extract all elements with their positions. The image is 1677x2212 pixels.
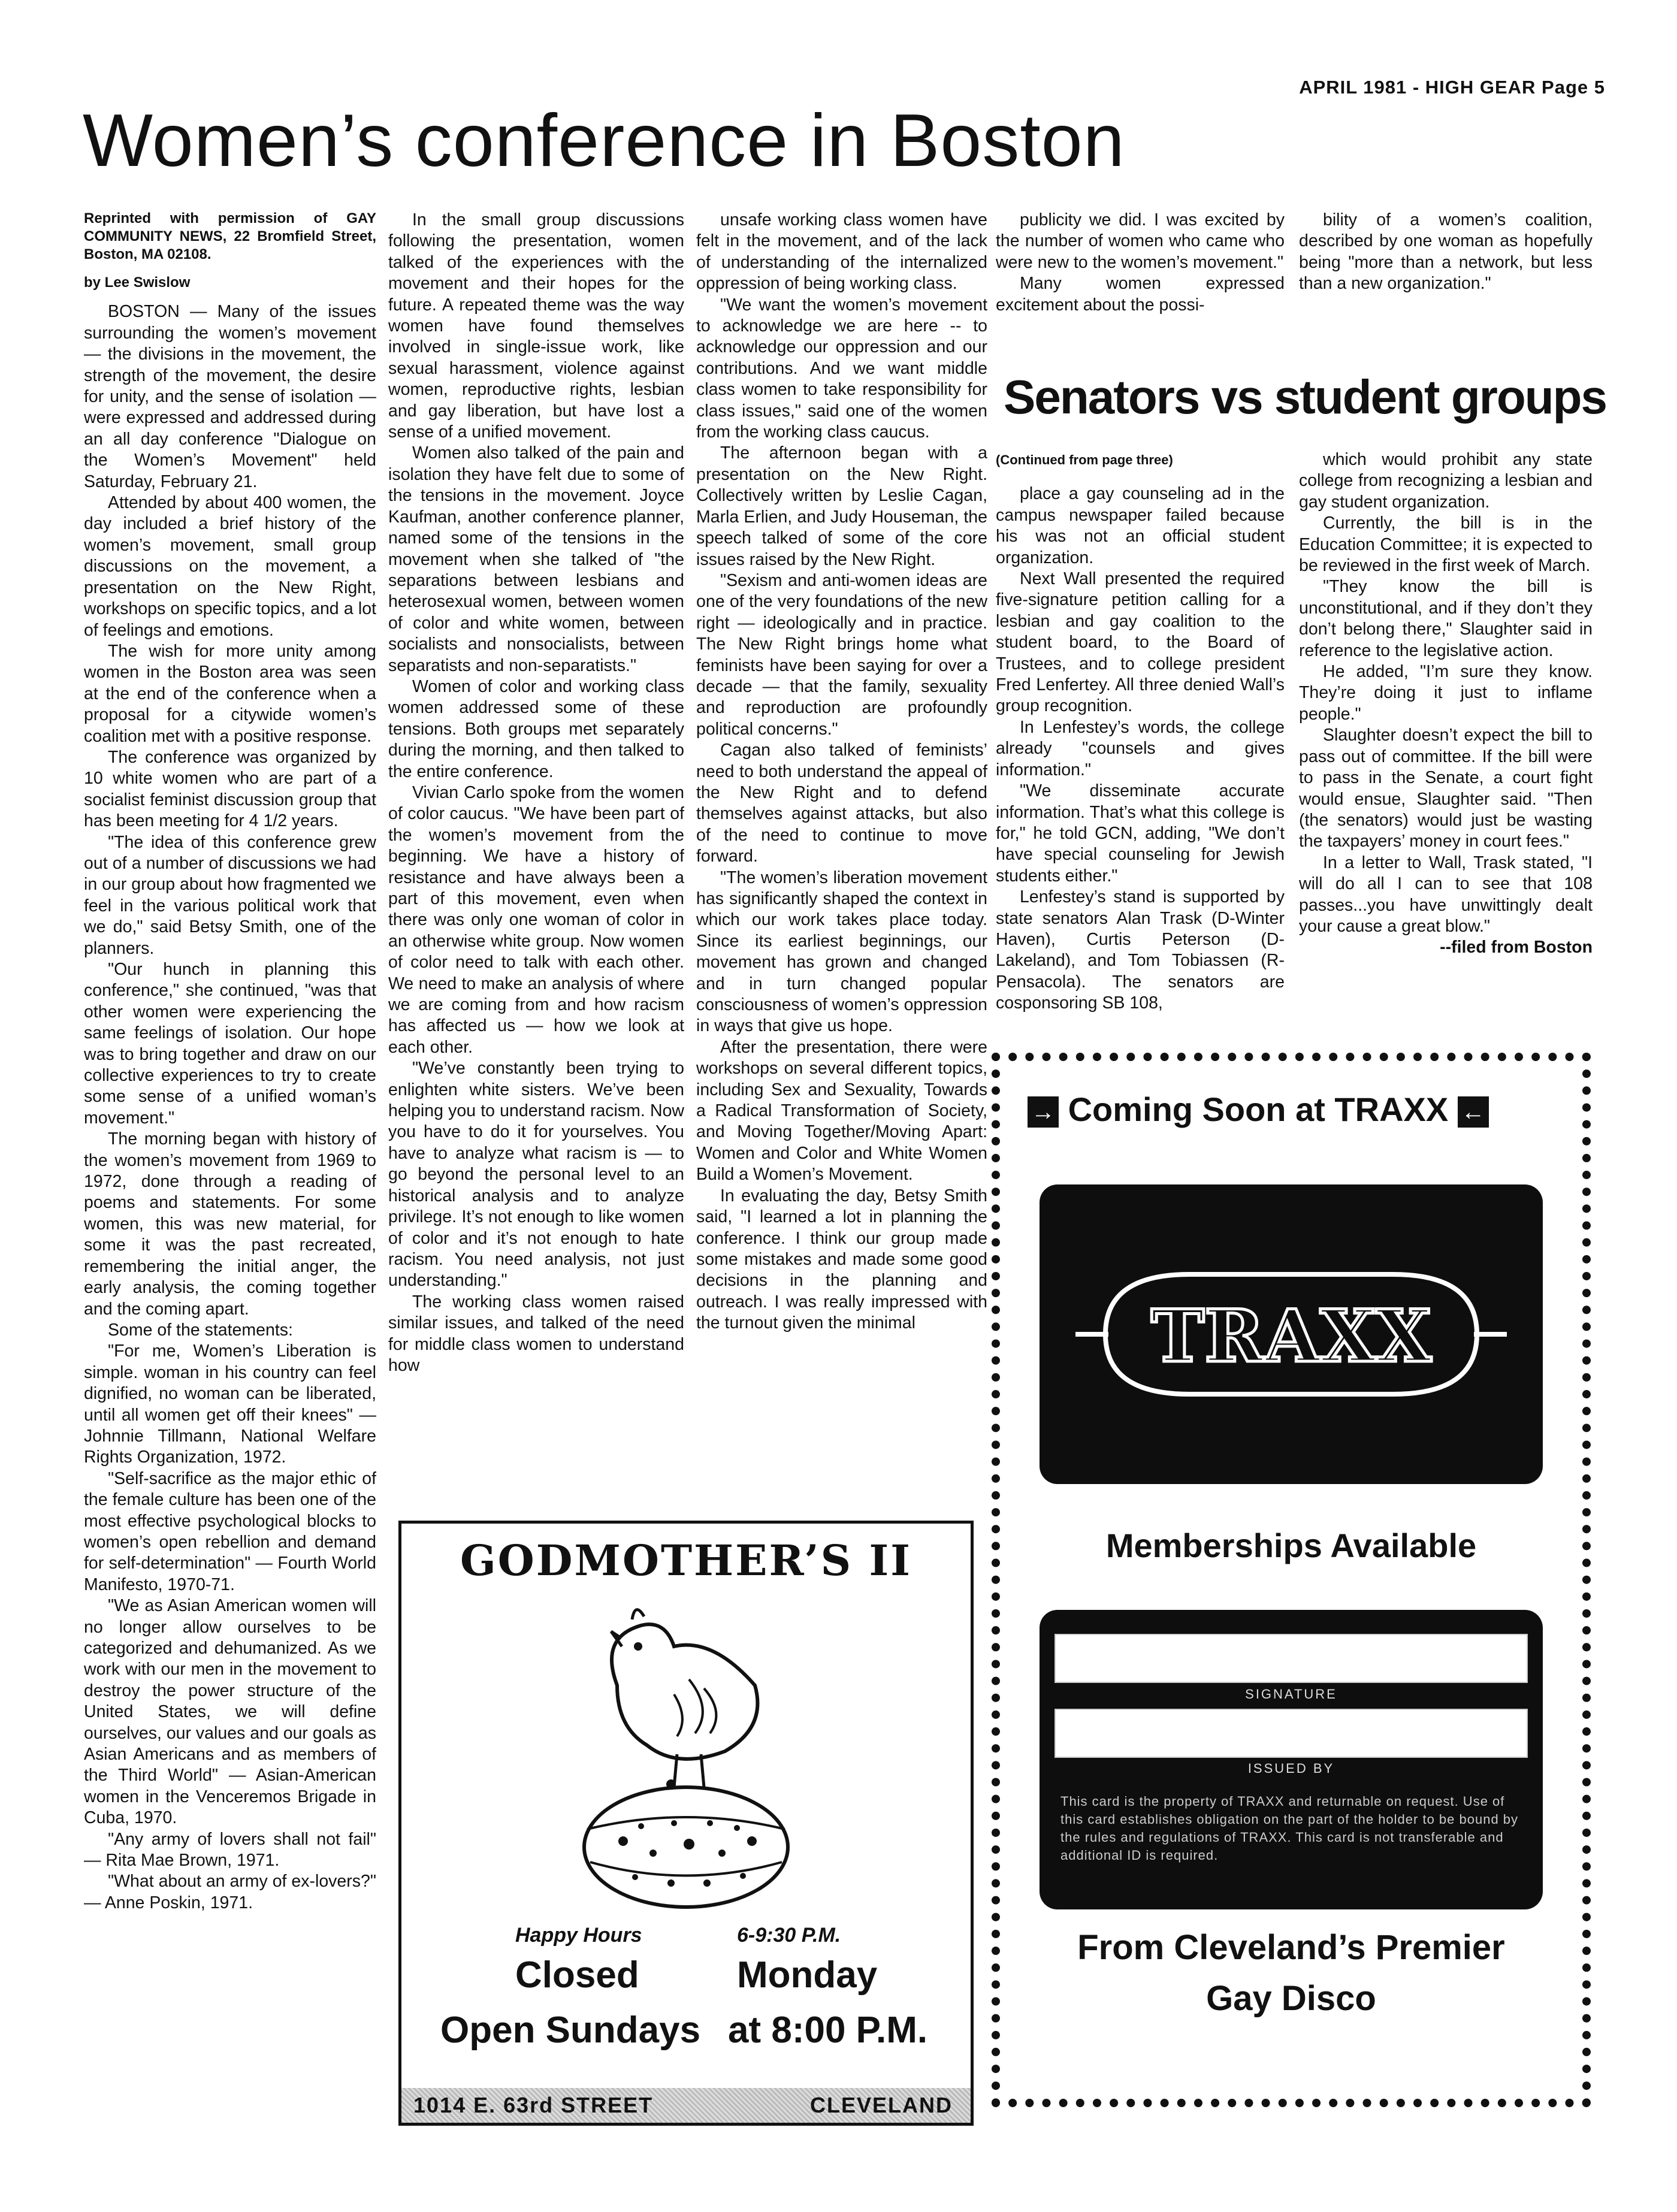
paragraph: publicity we did. I was excited by the number of women who came who were new to the women’s movement." — [996, 210, 1285, 272]
signature-field — [1054, 1634, 1528, 1683]
paragraph: Women of color and working class women addressed some of these tensions. Both groups met separately during the morning, and then talked to the entire conference. — [388, 676, 684, 781]
city-label: CLEVELAND — [809, 2093, 953, 2117]
article-column-2 — [388, 210, 684, 1504]
monday-label: Monday — [737, 1954, 878, 1996]
paragraph: Lenfestey’s stand is supported by state senators Alan Trask (D-Winter Haven), Curtis Peterson (D-Lakeland), and Tom Tobiassen (R-Pensacola). The senators are cosponsoring SB 108, — [996, 887, 1285, 1013]
happy-hours-time: 6-9:30 P.M. — [737, 1924, 841, 1947]
paragraph: The conference was organized by 10 white women who are part of a socialist feminist discussion group that has been meeting for 4 1/2 years. — [84, 747, 376, 831]
senators-headline: Senators vs student groups — [1004, 370, 1606, 424]
paragraph: BOSTON — Many of the issues surrounding the women’s movement — the divisions in the movement, the strength of the movement, the desire for unity, and the sense of isolation — were expressed and addressed during an all day conference "Dialogue on the Women’s Movement" held Saturday, February 21. — [84, 302, 376, 491]
paragraph: "The women’s liberation movement has significantly shaped the context in which our work takes place today. Since its earliest beginnings, our movement has grown and changed and in turn changed popular consciousness of women’s oppression in ways that give us hope. — [696, 868, 987, 1036]
paragraph: In Lenfestey’s words, the college already "counsels and gives information." — [996, 717, 1285, 779]
paragraph: The working class women raised similar issues, and talked of the need for middle class women to understand how — [388, 1292, 684, 1375]
memberships-text: Memberships Available — [1105, 1527, 1477, 1564]
senators-column-2 — [1299, 449, 1593, 1048]
arrow-right-icon: → — [1028, 1096, 1059, 1128]
paragraph: "Any army of lovers shall not fail" — Rita Mae Brown, 1971. — [84, 1829, 376, 1870]
arrow-left-icon: ← — [1458, 1096, 1489, 1128]
article-column-1 — [84, 210, 376, 2163]
paragraph: The wish for more unity among women in the Boston area was seen at the end of the conference when a proposal for a citywide women’s coalition met with a positive response. — [84, 641, 376, 746]
paragraph: "They know the bill is unconstitutional, and if they don’t they don’t belong there," Slaughter said in reference to the legislative action. — [1299, 577, 1593, 660]
traxx-logo — [1040, 1184, 1543, 1484]
paragraph: After the presentation, there were workshops on several different topics, including Sex and Sexuality, Towards a Radical Transformation of Society, and Moving Together/Moving Apart: Women and Color and White Women Build a Women’s Movement. — [696, 1037, 987, 1184]
paragraph: The afternoon began with a presentation on the New Right. Collectively written by Leslie Cagan, Marla Erlien, and Judy Houseman, the speech talked of some of the core issues raised by the New Right. — [696, 443, 987, 569]
paragraph: He added, "I’m sure they know. They’re doing it just to inflame people." — [1299, 662, 1593, 724]
gay-disco-text: Gay Disco — [1206, 1979, 1376, 2018]
happy-hours-label: Happy Hours — [515, 1924, 642, 1947]
article-column-5 — [1299, 210, 1593, 324]
paragraph: Some of the statements: — [108, 1320, 293, 1340]
paragraph: Vivian Carlo spoke from the women of color caucus. "We have been part of the women’s movement from the beginning. We have a history of resistance and have always been a part of this movement, even when there was only one woman of color in an otherwise white group. Now women of color need to talk with each other. We need to make an analysis of where we are coming from and how racism has affected us — how we look at each other. — [388, 782, 684, 1057]
paragraph: "We disseminate accurate information. That’s what this college is for," he told GCN, adding, "We don’t have special counseling for Jewish students either." — [996, 781, 1285, 886]
continued-note: (Continued from page three) — [996, 452, 1173, 467]
paragraph: In evaluating the day, Betsy Smith said, "I learned a lot in planning the conference. I think our group made some mistakes and made some good decisions in the planning and outreach. I was really impressed with the turnout given the minimal — [696, 1186, 987, 1333]
traxx-ad — [992, 1053, 1591, 2107]
article-column-3 — [696, 210, 987, 1504]
paragraph: "We want the women’s movement to acknowledge we are here -- to acknowledge our oppression and our contributions. And we want middle class women to take responsibility for class issues," said one of the women from the working class caucus. — [696, 295, 987, 442]
open-time-label: at 8:00 P.M. — [728, 2009, 928, 2051]
issued-by-label: ISSUED BY — [1247, 1761, 1335, 1776]
address-bar — [401, 2088, 971, 2123]
premier-text: From Cleveland’s Premier — [1077, 1928, 1505, 1967]
coming-soon-line — [1028, 1090, 1555, 1129]
article-title: Women’s conference in Boston — [83, 99, 1125, 182]
paragraph: "What about an army of ex-lovers?" — Anne Poskin, 1971. — [84, 1872, 376, 1912]
godmothers-title: GODMOTHER’S II — [460, 1536, 912, 1585]
paragraph: Currently, the bill is in the Education Committee; it is expected to be reviewed in the first week of March. — [1299, 513, 1593, 576]
issued-by-field — [1054, 1709, 1528, 1758]
paragraph: Women also talked of the pain and isolation they have felt due to some of the tensions in the movement. Joyce Kaufman, another conference planner, named some of the tensions in the movement when she talked of "the separations between lesbians and heterosexual women, between women of color and white women, between socialists and nonsocialists, between separatists and non-separatists." — [388, 443, 684, 675]
paragraph: bility of a women’s coalition, described by one woman as hopefully being "more than a network, but less than a new organization." — [1299, 210, 1593, 294]
byline: by Lee Swislow — [84, 274, 191, 291]
closed-label: Closed — [515, 1954, 639, 1996]
open-sundays-label: Open Sundays — [440, 2009, 701, 2051]
street-address: 1014 E. 63rd STREET — [413, 2093, 654, 2117]
membership-card-front — [1040, 1184, 1543, 1484]
paragraph: "The idea of this conference grew out of a number of discussions we had in our group about how fragmented we feel in the various political work that we do," said Betsy Smith, one of the planners. — [84, 832, 376, 958]
godmothers-ad — [398, 1521, 974, 2126]
paragraph: which would prohibit any state college from recognizing a lesbian and gay student organization. — [1299, 450, 1593, 512]
reprint-credit: Reprinted with permission of GAY COMMUNITY NEWS, 22 Bromfield Street, Boston, MA 02108. — [84, 210, 376, 262]
paragraph: Attended by about 400 women, the day included a brief history of the women’s movement, small group discussions on the movement, a presentation on the New Right, workshops on specific topics, and a lot of feelings and emotions. — [84, 493, 376, 640]
signature-label: SIGNATURE — [1245, 1687, 1337, 1702]
membership-card-back — [1040, 1610, 1543, 1909]
paragraph: The morning began with history of the women’s movement from 1969 to 1972, done through a reading of poems and statements. For some women, this was new material, for some it was the past recreated, remembering the initial anger, the early analysis, the coming together and the coming apart. — [84, 1129, 376, 1319]
paragraph: Next Wall presented the required five-signature petition calling for a lesbian and gay coalition to the student board, to the Board of Trustees, and to college president Fred Lenfertey. All three denied Wall’s group recognition. — [996, 569, 1285, 716]
paragraph: "We’ve constantly been trying to enlighten white sisters. We’ve been helping you to understand racism. Now you have to do it for yourselves. You have to analyze what racism is — to go beyond the personal level to an historical analysis and to analyze privilege. It’s not enough to like women of color and it’s not enough to hate racism. You need analysis, not just understanding." — [388, 1059, 684, 1291]
coming-soon-text: Coming Soon at TRAXX — [1068, 1090, 1449, 1128]
paragraph: "Self-sacrifice as the major ethic of the female culture has been one of the most effective psychological blocks to women’s open rebellion and demand for self-determination" — Fourth World Manifesto, 1970-71. — [84, 1468, 376, 1594]
paragraph: "For me, Women’s Liberation is simple. woman in his country can feel dignified, no woman can be liberated, until all women get off their knees" — Johnnie Tillmann, National Welfare Rights Organization, 1972. — [84, 1341, 376, 1467]
dateline-filed: --filed from Boston — [1440, 938, 1593, 957]
logo-text: TRAXX — [1150, 1294, 1432, 1379]
senators-column-1 — [996, 449, 1285, 1048]
paragraph: Slaughter doesn’t expect the bill to pass out of committee. If the bill were to pass in the Senate, a court fight would ensue, Slaughter said. "Then (the senators) would just be wasting the taxpayers’ money in court fees." — [1299, 726, 1593, 851]
paragraph: "Our hunch in planning this conference," she continued, "was that other women were experiencing the same feelings of isolation. Our hope was to bring together and draw on our collective experiences to try to create some sense of a unified woman’s movement." — [84, 960, 376, 1128]
paragraph: Many women expressed excitement about the possi- — [996, 274, 1285, 315]
paragraph: In the small group discussions following the presentation, women talked of the experiences with the movement and their hopes for the future. A repeated theme was the way women have found themselves involved in single-issue work, like sexual harassment, violence against women, reproductive rights, lesbian and gay liberation, but have lost a sense of a unified movement. — [388, 210, 684, 442]
paragraph: "Sexism and anti-women ideas are one of the very foundations of the new right — ideologically and in practice. The New Right brings home what feminists have been saying for over a decade — that the family, sexuality and reproduction are profoundly political concerns." — [696, 570, 987, 739]
paragraph: "We as Asian American women will no longer allow ourselves to be categorized and dehumanized. As we work with our men in the movement to destroy the power structure of the United States, we will define ourselves, our values and our goals as Asian Americans and as members of the Third World" — Asian-American women in the Venceremos Brigade in Cuba, 1970. — [84, 1596, 376, 1828]
bird-on-egg-illustration — [575, 1590, 791, 1913]
paragraph: Cagan also talked of feminists’ need to both understand the appeal of the New Right and to defend themselves against attacks, but also of the need to continue to move forward. — [696, 741, 987, 866]
article-column-4 — [996, 210, 1285, 324]
paragraph: unsafe working class women have felt in the movement, and of the lack of understanding of the internalized oppression of being working class. — [696, 210, 987, 294]
paragraph: place a gay counseling ad in the campus newspaper failed because his was not an official student organization. — [996, 484, 1285, 567]
paragraph: In a letter to Wall, Trask stated, "I will do all I can to see that 108 passes...you have unwittingly dealt your cause a great blow." — [1299, 853, 1593, 936]
card-fine-print: This card is the property of TRAXX and returnable on request. Use of this card establishes obligation on the part of the holder to be bound by the rules and regulations of TRAXX. This card is not transferable and additional ID is required. — [1060, 1794, 1519, 1863]
page-header: APRIL 1981 - HIGH GEAR Page 5 — [1299, 77, 1605, 98]
